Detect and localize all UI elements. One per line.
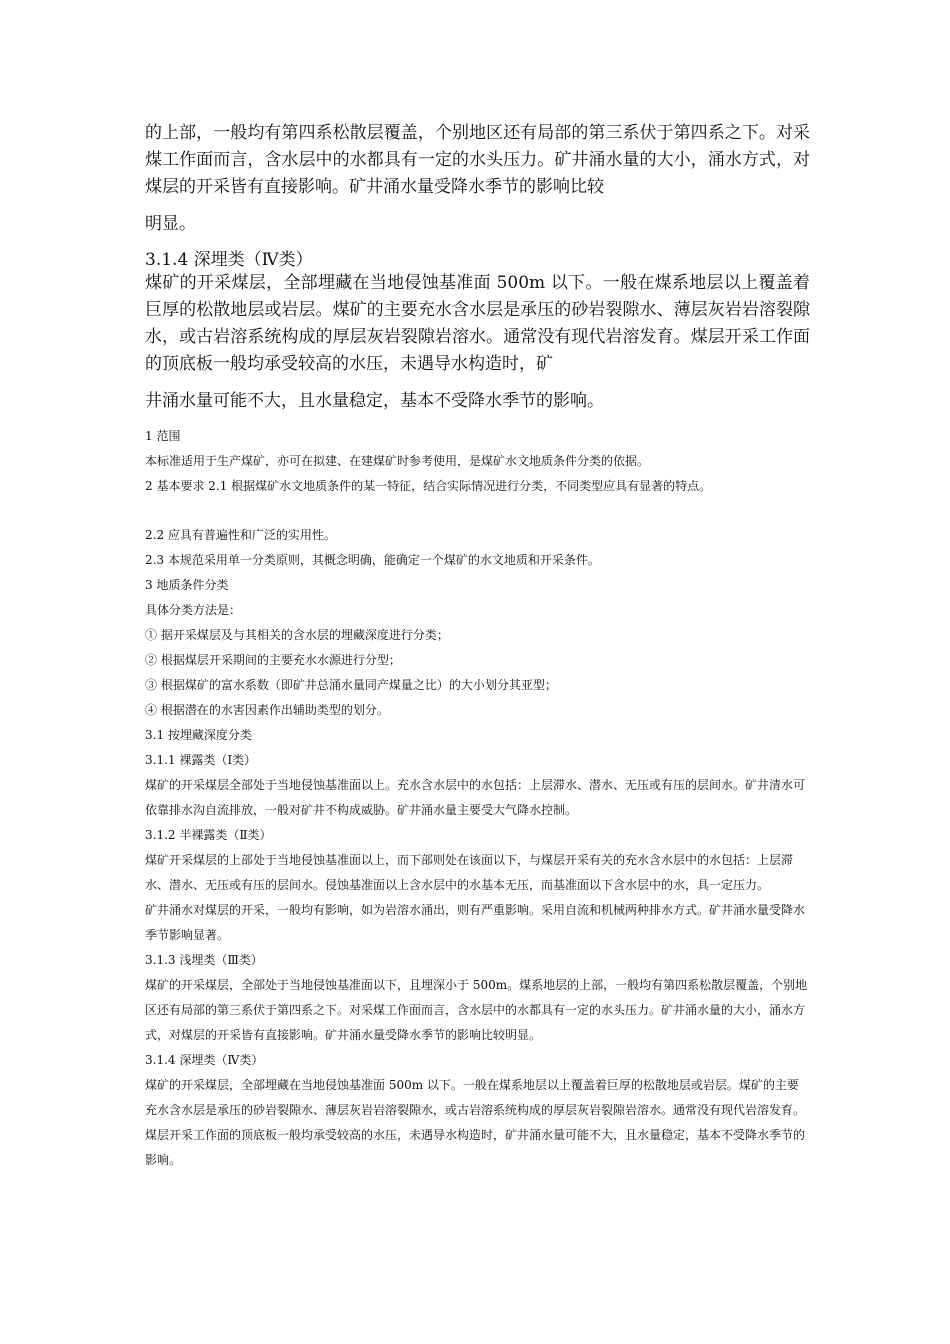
- heading-classification: 3 地质条件分类: [145, 578, 229, 592]
- heading-3-1-2: 3.1.2 半裸露类（Ⅱ类）: [145, 828, 272, 842]
- text-line: 2.2 应具有普遍性和广泛的实用性。: [145, 528, 336, 542]
- section-heading-3-1-4: 3.1.4 深埋类（Ⅳ类）: [145, 250, 313, 270]
- lower-standard-text: [145, 424, 810, 1173]
- list-item: ③ 根据煤矿的富水系数（即矿井总涌水量同产煤量之比）的大小划分其亚型；: [145, 678, 557, 692]
- text-line: 2.3 本规范采用单一分类原则，其概念明确，能确定一个煤矿的水文地质和开采条件。: [145, 553, 600, 567]
- heading-scope: 1 范围: [145, 429, 181, 443]
- text-line: 煤矿的开采煤层全部处于当地侵蚀基准面以上。充水含水层中的水包括：上层滞水、潜水、无压或有压的层间水。矿井清水可依靠排水沟自流排放，一般对矿井不构成威胁。矿井涌水量主要受大气降水控制。: [145, 778, 806, 817]
- upper-paragraph-2: [145, 270, 810, 415]
- list-item: ② 根据煤层开采期间的主要充水水源进行分型；: [145, 653, 401, 667]
- text-line: 本标准适用于生产煤矿，亦可在拟建、在建煤矿时参考使用，是煤矿水文地质条件分类的依据。: [145, 454, 650, 468]
- list-item: ④ 根据潜在的水害因素作出辅助类型的划分。: [145, 703, 389, 717]
- text-line: 具体分类方法是：: [145, 603, 242, 617]
- paragraph-text: 的上部，一般均有第四系松散层覆盖，个别地区还有局部的第三系伏于第四系之下。对采煤工作面而言，含水层中的水都具有一定的水头压力。矿井涌水量的大小，涌水方式，对煤层的开采皆有直接影响。矿井涌水量受降水季节的影响比较: [145, 123, 810, 197]
- list-item: ① 据开采煤层及与其相关的含水层的埋藏深度进行分类；: [145, 628, 449, 642]
- paragraph-text-end: 明显。: [145, 214, 196, 234]
- text-line: 2 基本要求 2.1 根据煤矿水文地质条件的某一特征，结合实际情况进行分类，不同类型应具有显著的特点。: [145, 479, 712, 493]
- text-line: 煤矿的开采煤层，全部埋藏在当地侵蚀基准面 500m 以下。一般在煤系地层以上覆盖着巨厚的松散地层或岩层。煤矿的主要充水含水层是承压的砂岩裂隙水、薄层灰岩岩溶裂隙水，或古岩溶系统构成的厚层灰岩裂隙岩溶水。通常没有现代岩溶发育。煤层开采工作面的顶底板一般均承受较高的水压，未遇导水构造时，矿井涌水量可能不大，且水量稳定，基本不受降水季节的影响。: [145, 1078, 806, 1167]
- text-line: 煤矿开采煤层的上部处于当地侵蚀基准面以上，而下部则处在该面以下，与煤层开采有关的充水含水层中的水包括：上层滞水、潜水、无压或有压的层间水。侵蚀基准面以上含水层中的水基本无压，而基准面以下含水层中的水，具一定压力。: [145, 853, 794, 892]
- paragraph-text-end: 井涌水量可能不大，且水量稳定，基本不受降水季节的影响。: [145, 391, 604, 411]
- text-line: 矿井涌水对煤层的开采，一般均有影响，如为岩溶水涌出，则有严重影响。采用自流和机械两种排水方式。矿井涌水量受降水季节影响显著。: [145, 903, 806, 942]
- heading-3-1: 3.1 按埋藏深度分类: [145, 728, 252, 742]
- paragraph-text: 煤矿的开采煤层，全部埋藏在当地侵蚀基准面 500m 以下。一般在煤系地层以上覆盖着巨厚的松散地层或岩层。煤矿的主要充水含水层是承压的砂岩裂隙水、薄层灰岩岩溶裂隙水，或古岩溶系统构成的厚层灰岩裂隙岩溶水。通常没有现代岩溶发育。煤层开采工作面的顶底板一般均承受较高的水压，未遇导水构造时，矿: [145, 273, 810, 374]
- heading-3-1-3: 3.1.3 浅埋类（Ⅲ类）: [145, 953, 263, 967]
- upper-paragraph-1: [145, 120, 810, 238]
- heading-3-1-4-small: 3.1.4 深埋类（Ⅳ类）: [145, 1053, 264, 1067]
- text-line: 煤矿的开采煤层，全部处于当地侵蚀基准面以下，且埋深小于 500m。煤系地层的上部，一般均有第四系松散层覆盖，个别地区还有局部的第三系伏于第四系之下。对采煤工作面而言，含水层中的水都具有一定的水头压力。矿井涌水量的大小，涌水方式，对煤层的开采皆有直接影响。矿井涌水量受降水季节的影响比较明显。: [145, 978, 808, 1042]
- heading-3-1-1: 3.1.1 裸露类（Ⅰ类）: [145, 753, 257, 767]
